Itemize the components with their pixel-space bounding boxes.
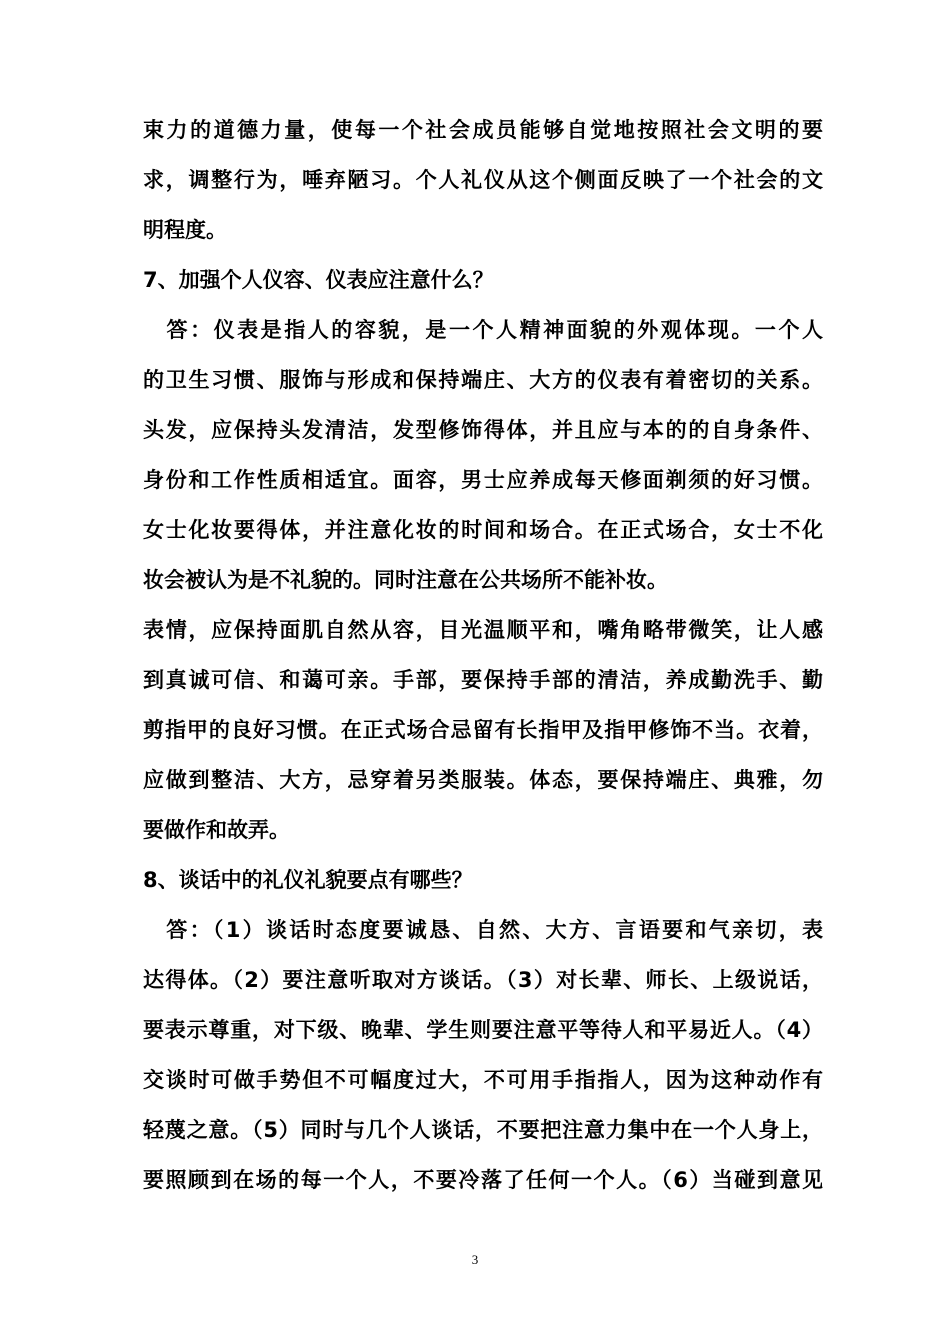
text-line: 要表示尊重，对下级、晚辈、学生则要注意平等待人和平易近人。（4） (143, 1018, 823, 1042)
text-line: 应做到整洁、大方，忌穿着另类服装。体态，要保持端庄、典雅，勿 (143, 768, 823, 792)
text-line: 答：仪表是指人的容貌，是一个人精神面貌的外观体现。一个人 (143, 318, 823, 342)
text-line: 明程度。 (143, 218, 227, 242)
text-line: 达得体。（2）要注意听取对方谈话。（3）对长辈、师长、上级说话， (143, 968, 823, 992)
text-line: 女士化妆要得体，并注意化妆的时间和场合。在正式场合，女士不化 (143, 518, 823, 542)
text-line: 头发，应保持头发清洁，发型修饰得体，并且应与本的的自身条件、 (143, 418, 823, 442)
text-line: 要照顾到在场的每一个人，不要冷落了任何一个人。（6）当碰到意见 (143, 1168, 823, 1192)
page-number: 3 (471, 1252, 479, 1267)
question-heading: 7、加强个人仪容、仪表应注意什么？ (143, 268, 494, 292)
text-line: 的卫生习惯、服饰与形成和保持端庄、大方的仪表有着密切的关系。 (143, 368, 823, 392)
question-heading: 8、谈话中的礼仪礼貌要点有哪些？ (143, 868, 473, 892)
text-line: 要做作和故弄。 (143, 818, 290, 842)
text-line: 轻蔑之意。（5）同时与几个人谈话，不要把注意力集中在一个人身上， (143, 1118, 823, 1142)
text-line: 妆会被认为是不礼貌的。同时注意在公共场所不能补妆。 (143, 568, 668, 592)
text-line: 交谈时可做手势但不可幅度过大，不可用手指指人，因为这种动作有 (143, 1068, 823, 1092)
text-line: 表情，应保持面肌自然从容，目光温顺平和，嘴角略带微笑，让人感 (143, 618, 823, 642)
text-line: 束力的道德力量，使每一个社会成员能够自觉地按照社会文明的要 (143, 118, 823, 142)
text-line: 求，调整行为，唾弃陋习。个人礼仪从这个侧面反映了一个社会的文 (143, 168, 823, 192)
text-line: 答：（1）谈话时态度要诚恳、自然、大方、言语要和气亲切，表 (143, 918, 823, 942)
text-line: 剪指甲的良好习惯。在正式场合忌留有长指甲及指甲修饰不当。衣着， (143, 718, 823, 742)
text-line: 到真诚可信、和蔼可亲。手部，要保持手部的清洁，养成勤洗手、勤 (143, 668, 823, 692)
text-line: 身份和工作性质相适宜。面容，男士应养成每天修面剃须的好习惯。 (143, 468, 823, 492)
